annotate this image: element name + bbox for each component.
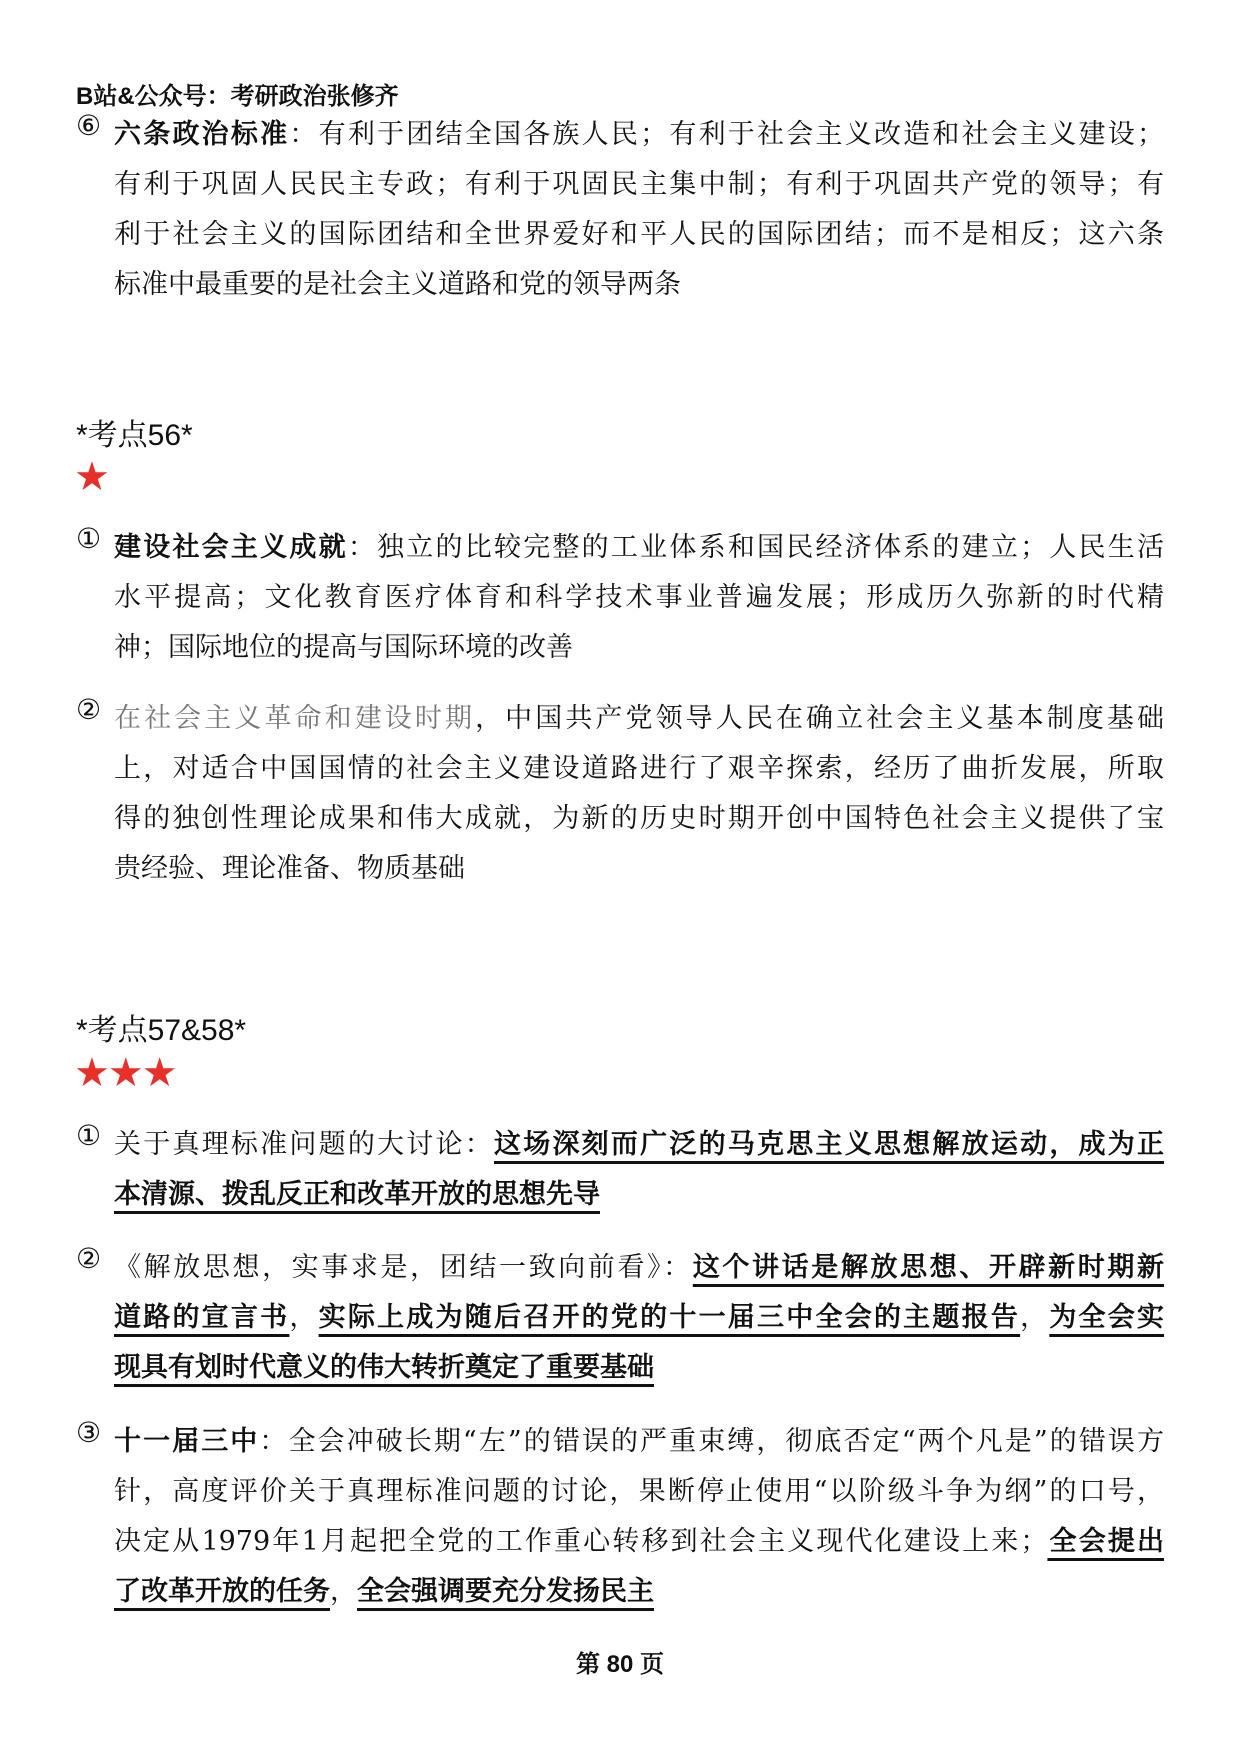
numbered-paragraph	[76, 109, 1164, 309]
text-line	[76, 159, 1164, 209]
numbered-paragraph	[76, 1242, 1164, 1392]
underlined-key-point: 了改革开放的任务	[114, 1576, 330, 1607]
text-line	[76, 1516, 1164, 1566]
body-text: 决定从1979年1月起把全党的工作重心转移到社会主义现代化建设上来；	[114, 1526, 1048, 1557]
body-text: ，	[1020, 1302, 1050, 1333]
body-text: 神；国际地位的提高与国际环境的改善	[114, 632, 573, 663]
underlined-key-point: 全会提出	[1047, 1526, 1165, 1557]
numbered-paragraph	[76, 693, 1164, 893]
body-text: 有利于巩固人民民主专政；有利于巩固民主集中制；有利于巩固共产党的领导；有	[114, 169, 1164, 200]
body-text: ，	[330, 1576, 357, 1607]
underlined-key-point: 现具有划时代意义的伟大转折奠定了重要基础	[114, 1352, 654, 1383]
text-line	[76, 743, 1164, 793]
circled-number: ①	[76, 1119, 102, 1152]
circled-number: ③	[76, 1416, 102, 1449]
text-line	[76, 1169, 1164, 1219]
underlined-key-point: 这场深刻而广泛的马克思主义思想解放运动，成为正	[493, 1129, 1165, 1160]
body-text: 关于真理标准问题的大讨论：	[114, 1129, 494, 1160]
underlined-key-point: 实际上成为随后召开的党的十一届三中全会的主题报告	[318, 1302, 1021, 1333]
numbered-paragraph	[76, 1119, 1164, 1219]
section-title-56: *考点56*	[76, 419, 193, 452]
circled-number: ①	[76, 522, 102, 555]
underlined-key-point: 本清源、拨乱反正和改革开放的思想先导	[114, 1179, 600, 1210]
text-line	[76, 1242, 1164, 1292]
underlined-key-point: 这个讲话是解放思想、开辟新时期新	[692, 1252, 1165, 1283]
circled-number: ②	[76, 693, 102, 726]
section-title-57-58: *考点57&58*	[76, 1014, 247, 1047]
body-text: ：有利于团结全国各族人民；有利于社会主义改造和社会主义建设；	[289, 119, 1165, 150]
page-header: B站&公众号：考研政治张修齐	[76, 83, 399, 110]
text-line	[76, 259, 1164, 309]
text-line	[76, 522, 1164, 572]
text-line	[76, 109, 1164, 159]
text-line	[76, 843, 1164, 893]
body-text: 《解放思想，实事求是，团结一致向前看》：	[114, 1252, 693, 1283]
star-rating-icon: ★★★	[74, 1050, 176, 1096]
text-line	[76, 793, 1164, 843]
body-text: 针，高度评价关于真理标准问题的讨论，果断停止使用“以阶级斗争为纲”的口号，	[114, 1476, 1164, 1507]
text-line	[76, 1119, 1164, 1169]
body-text: 得的独创性理论成果和伟大成就，为新的历史时期开创中国特色社会主义提供了宝	[114, 803, 1164, 834]
text-line	[76, 1566, 1164, 1616]
bold-term: 六条政治标准	[114, 119, 290, 150]
text-line	[76, 1466, 1164, 1516]
circled-number: ②	[76, 1242, 102, 1275]
text-line	[76, 1416, 1164, 1466]
circled-number: ⑥	[76, 109, 102, 142]
underlined-key-point: 道路的宣言书	[114, 1302, 290, 1333]
body-text: 标准中最重要的是社会主义道路和党的领导两条	[114, 269, 681, 300]
body-text: 水平提高；文化教育医疗体育和科学技术事业普遍发展；形成历久弥新的时代精	[114, 582, 1164, 613]
body-text: ：全会冲破长期“左”的错误的严重束缚，彻底否定“两个凡是”的错误方	[259, 1426, 1165, 1457]
star-rating-icon: ★	[74, 454, 108, 500]
underlined-key-point: 为全会实	[1049, 1302, 1165, 1333]
body-text: 上，对适合中国国情的社会主义建设道路进行了艰辛探索，经历了曲折发展，所取	[114, 753, 1164, 784]
numbered-paragraph	[76, 1416, 1164, 1616]
body-text: ，	[289, 1302, 319, 1333]
text-line	[76, 572, 1164, 622]
bold-term: 建设社会主义成就	[114, 532, 348, 563]
page-number: 第 80 页	[575, 1651, 665, 1678]
body-text: 利于社会主义的国际团结和全世界爱好和平人民的国际团结；而不是相反；	[114, 219, 1077, 250]
body-text: 这六条	[1076, 219, 1164, 250]
body-text: 贵经验、理论准备、物质基础	[114, 853, 465, 884]
text-line	[76, 1342, 1164, 1392]
text-line	[76, 622, 1164, 672]
bold-term: 十一届三中	[114, 1426, 260, 1457]
underlined-key-point: 全会强调要充分发扬民主	[357, 1576, 654, 1607]
numbered-paragraph	[76, 522, 1164, 672]
body-text: 在社会主义革命和建设时期	[114, 703, 476, 734]
body-text: ，中国共产党领导人民在确立社会主义基本制度基础	[475, 703, 1165, 734]
text-line	[76, 209, 1164, 259]
text-line	[76, 1292, 1164, 1342]
body-text: ：独立的比较完整的工业体系和国民经济体系的建立；人民生活	[347, 532, 1164, 563]
text-line	[76, 693, 1164, 743]
